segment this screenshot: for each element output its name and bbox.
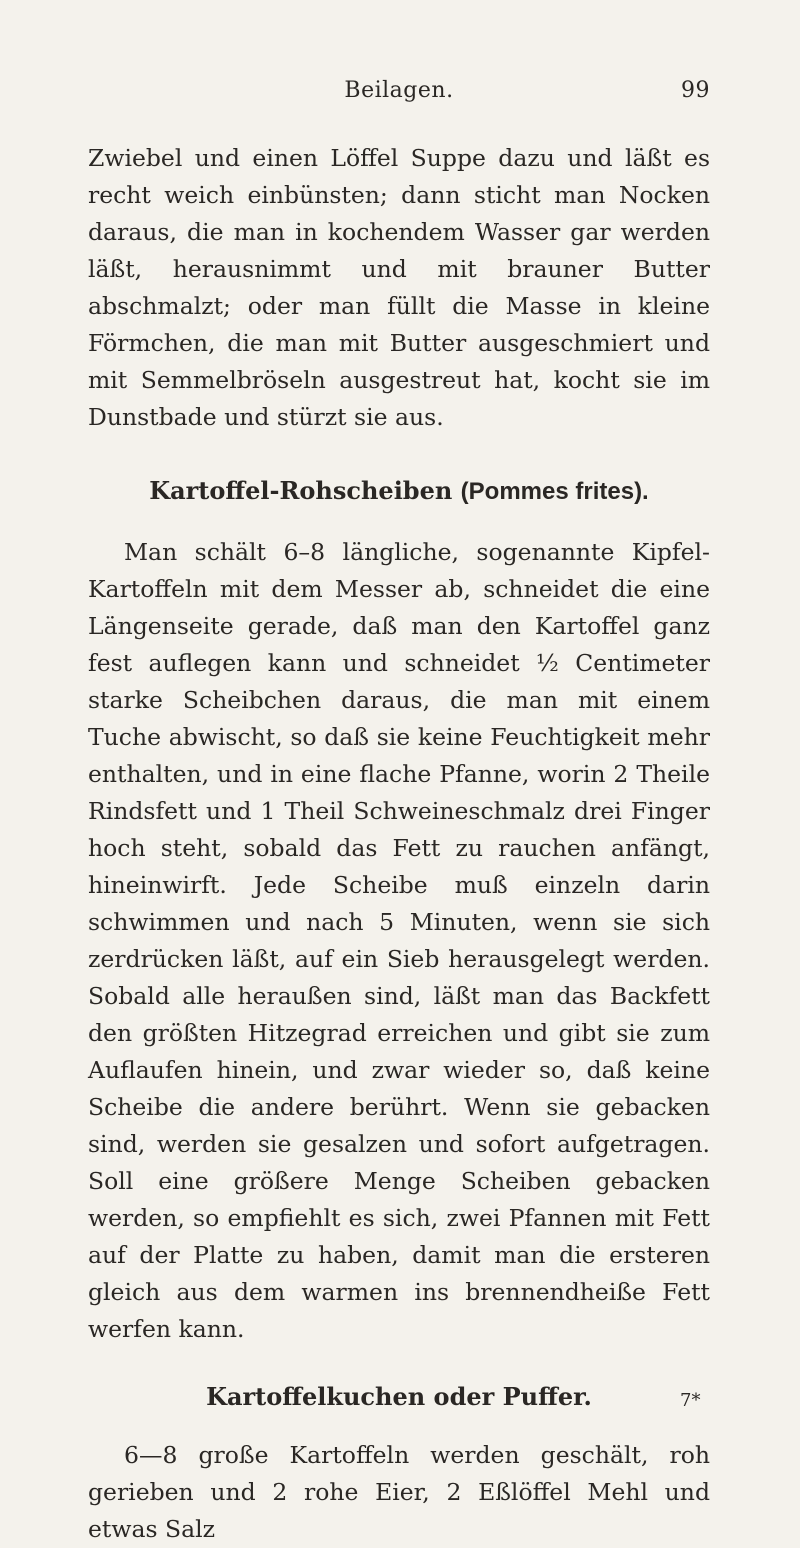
section-heading-pommes-frites <box>88 472 710 510</box>
signature-mark: 7* <box>680 1390 701 1411</box>
recipe-text-pommes-frites: Man schält 6–8 längliche, sogenannte Kipfel-Kartoffeln mit dem Messer ab, schneidet die eine Längenseite gerade, daß man den Kartoffel ganz fest auflegen kann und schneidet ½ Centimeter starke Scheibchen daraus, die man mit einem Tuche abwischt, so daß sie keine Feuchtigkeit mehr enthalten, und in eine flache Pfanne, worin 2 Theile Rindsfett und 1 Theil Schweineschmalz drei Finger hoch steht, sobald das Fett zu rauchen anfängt, hineinwirft. Jede Scheibe muß einzeln darin schwimmen und nach 5 Minuten, wenn sie sich zerdrücken läßt, auf ein Sieb herausgelegt werden. Sobald alle heraußen sind, läßt man das Backfett den größten Hitzegrad erreichen und gibt sie zum Auflaufen hinein, und zwar wieder so, daß keine Scheibe die andere berührt. Wenn sie gebacken sind, werden sie gesalzen und sofort aufgetragen. Soll eine größere Menge Scheiben gebacken werden, so empfiehlt es sich, zwei Pfannen mit Fett auf der Platte zu haben, damit man die ersteren gleich aus dem warmen ins brennendheiße Fett werfen kann. <box>88 538 710 1343</box>
recipe-text-puffer: 6—8 große Kartoffeln werden geschält, roh gerieben und 2 rohe Eier, 2 Eßlöffel Mehl und etwas Salz <box>88 1441 710 1543</box>
page-header <box>88 78 710 114</box>
page-body <box>88 140 710 1548</box>
paragraph-continued: Zwiebel und einen Löffel Suppe dazu und läßt es recht weich einbünsten; dann sticht man Nocken daraus, die man in kochendem Wasser gar werden läßt, herausnimmt und mit brauner Butter abschmalzt; oder man füllt die Masse in kleine Förmchen, die man mit Butter ausgeschmiert und mit Semmelbröseln ausgestreut hat, kocht sie im Dunstbade und stürzt sie aus. <box>88 144 710 431</box>
section-title: Kartoffelkuchen oder Puffer. <box>206 1382 592 1411</box>
section-heading-puffer <box>88 1378 710 1415</box>
running-head: Beilagen. <box>344 78 454 103</box>
section-title: Kartoffel-Rohscheiben <box>149 476 453 505</box>
section-subtitle: (Pommes frites). <box>460 478 649 505</box>
page-number: 99 <box>681 78 710 103</box>
